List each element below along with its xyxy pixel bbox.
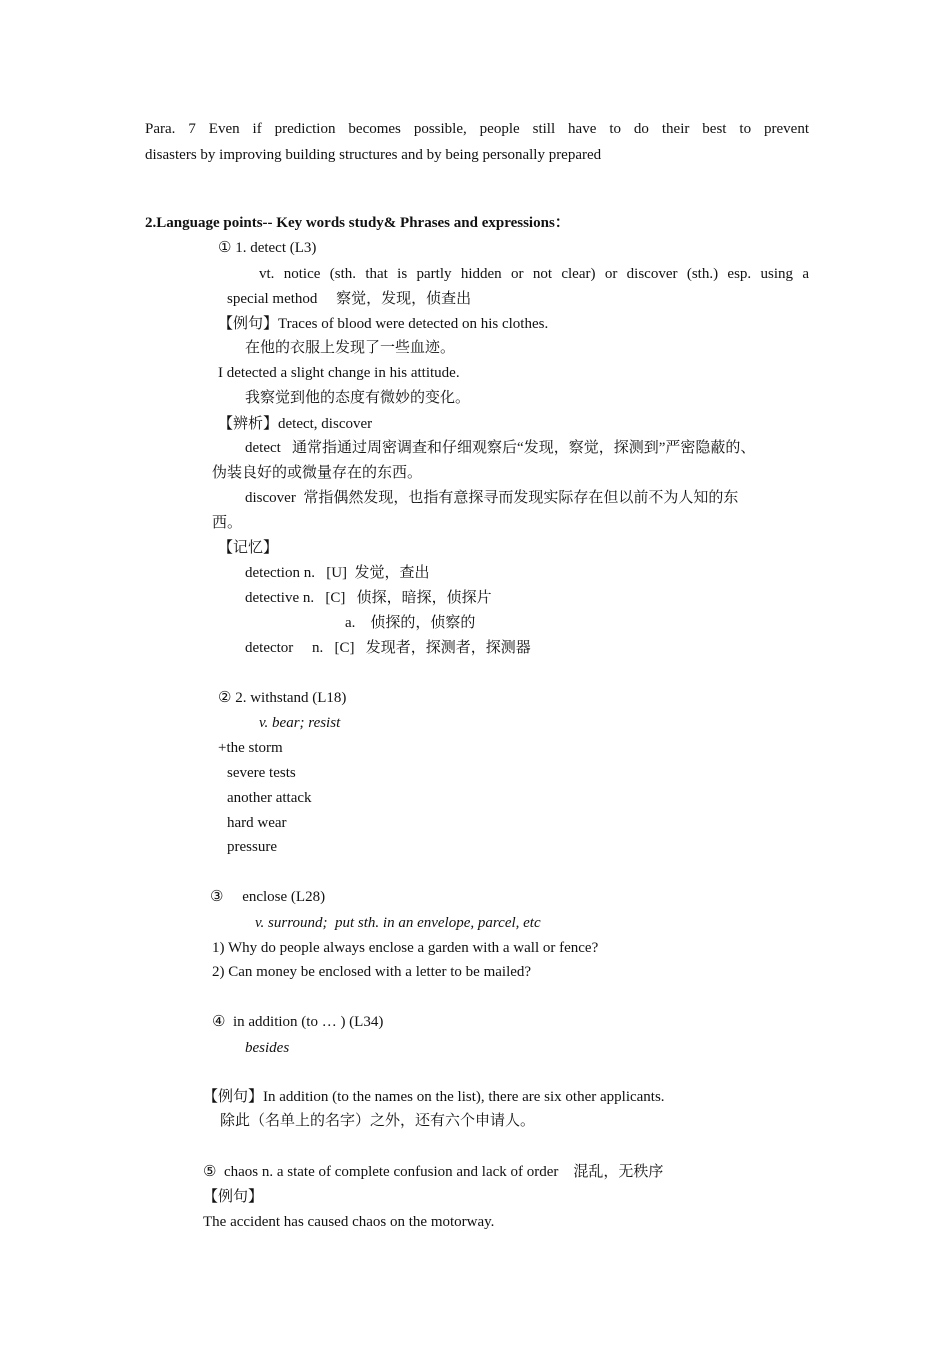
item2-collocation-1: +the storm bbox=[218, 740, 283, 756]
item2-collocation-3: another attack bbox=[227, 790, 312, 806]
item2-collocation-5: pressure bbox=[227, 839, 277, 855]
item1-example2-cn: 我察觉到他的态度有微妙的变化。 bbox=[245, 390, 471, 406]
item2-definition: v. bear; resist bbox=[259, 715, 341, 731]
item1-analysis-label: 【辨析】detect, discover bbox=[218, 416, 373, 432]
para7-line2: disasters by improving building structures and by being personally prepared bbox=[145, 147, 602, 163]
item4-definition: besides bbox=[245, 1040, 290, 1056]
item5-example-en: The accident has caused chaos on the motorway. bbox=[203, 1214, 495, 1230]
item1-def-line1: vt. notice (sth. that is partly hidden or not clear) or discover (sth.) esp. using a bbox=[259, 266, 809, 282]
item4-title: ④ in addition (to … ) (L34) bbox=[212, 1014, 384, 1030]
item3-title: ③ enclose (L28) bbox=[210, 889, 326, 905]
item1-analysis2-line2: 西。 bbox=[212, 515, 243, 531]
item4-example-en: 【例句】In addition (to the names on the list), there are six other applicants. bbox=[203, 1089, 665, 1105]
item1-example2-en: I detected a slight change in his attitude. bbox=[218, 365, 460, 381]
item3-question-2: 2) Can money be enclosed with a letter to be mailed? bbox=[212, 964, 532, 980]
item1-example1-en: 【例句】Traces of blood were detected on his clothes. bbox=[218, 316, 549, 332]
item2-title: ② 2. withstand (L18) bbox=[218, 690, 347, 706]
item1-title: ① 1. detect (L3) bbox=[218, 240, 317, 256]
item4-example-cn: 除此（名单上的名字）之外，还有六个申请人。 bbox=[220, 1113, 536, 1129]
item1-memory-detective-a: a. 侦探的，侦察的 bbox=[345, 615, 476, 631]
item1-analysis2-line1: discover 常指偶然发现，也指有意探寻而发现实际存在但以前不为人知的东 bbox=[245, 490, 739, 506]
section-heading: 2.Language points-- Key words study& Phrases and expressions： bbox=[145, 215, 570, 231]
item1-memory-label: 【记忆】 bbox=[218, 540, 279, 556]
item1-memory-detective-n: detective n. [C] 侦探，暗探，侦探片 bbox=[245, 590, 492, 606]
item1-analysis1-line1: detect 通常指通过周密调查和仔细观察后“发现，察觉，探测到”严密隐蔽的、 bbox=[245, 440, 756, 456]
item5-example-label: 【例句】 bbox=[203, 1189, 264, 1205]
para7-line1: Para. 7 Even if prediction becomes possible, people still have to do their best to prevent bbox=[145, 121, 809, 137]
item2-collocation-2: severe tests bbox=[227, 765, 296, 781]
item3-question-1: 1) Why do people always enclose a garden with a wall or fence? bbox=[212, 940, 599, 956]
item2-collocation-4: hard wear bbox=[227, 815, 287, 831]
item1-example1-cn: 在他的衣服上发现了一些血迹。 bbox=[245, 340, 456, 356]
item1-analysis1-line2: 伪装良好的或微量存在的东西。 bbox=[212, 465, 423, 481]
item3-definition: v. surround; put sth. in an envelope, parcel, etc bbox=[255, 915, 541, 931]
item5-title: ⑤ chaos n. a state of complete confusion and lack of order 混乱，无秩序 bbox=[203, 1164, 664, 1180]
item1-def-line2: special method 察觉，发现，侦查出 bbox=[227, 291, 472, 307]
item1-memory-detection: detection n. [U] 发觉，查出 bbox=[245, 565, 430, 581]
item1-memory-detector: detector n. [C] 发现者，探测者，探测器 bbox=[245, 640, 531, 656]
